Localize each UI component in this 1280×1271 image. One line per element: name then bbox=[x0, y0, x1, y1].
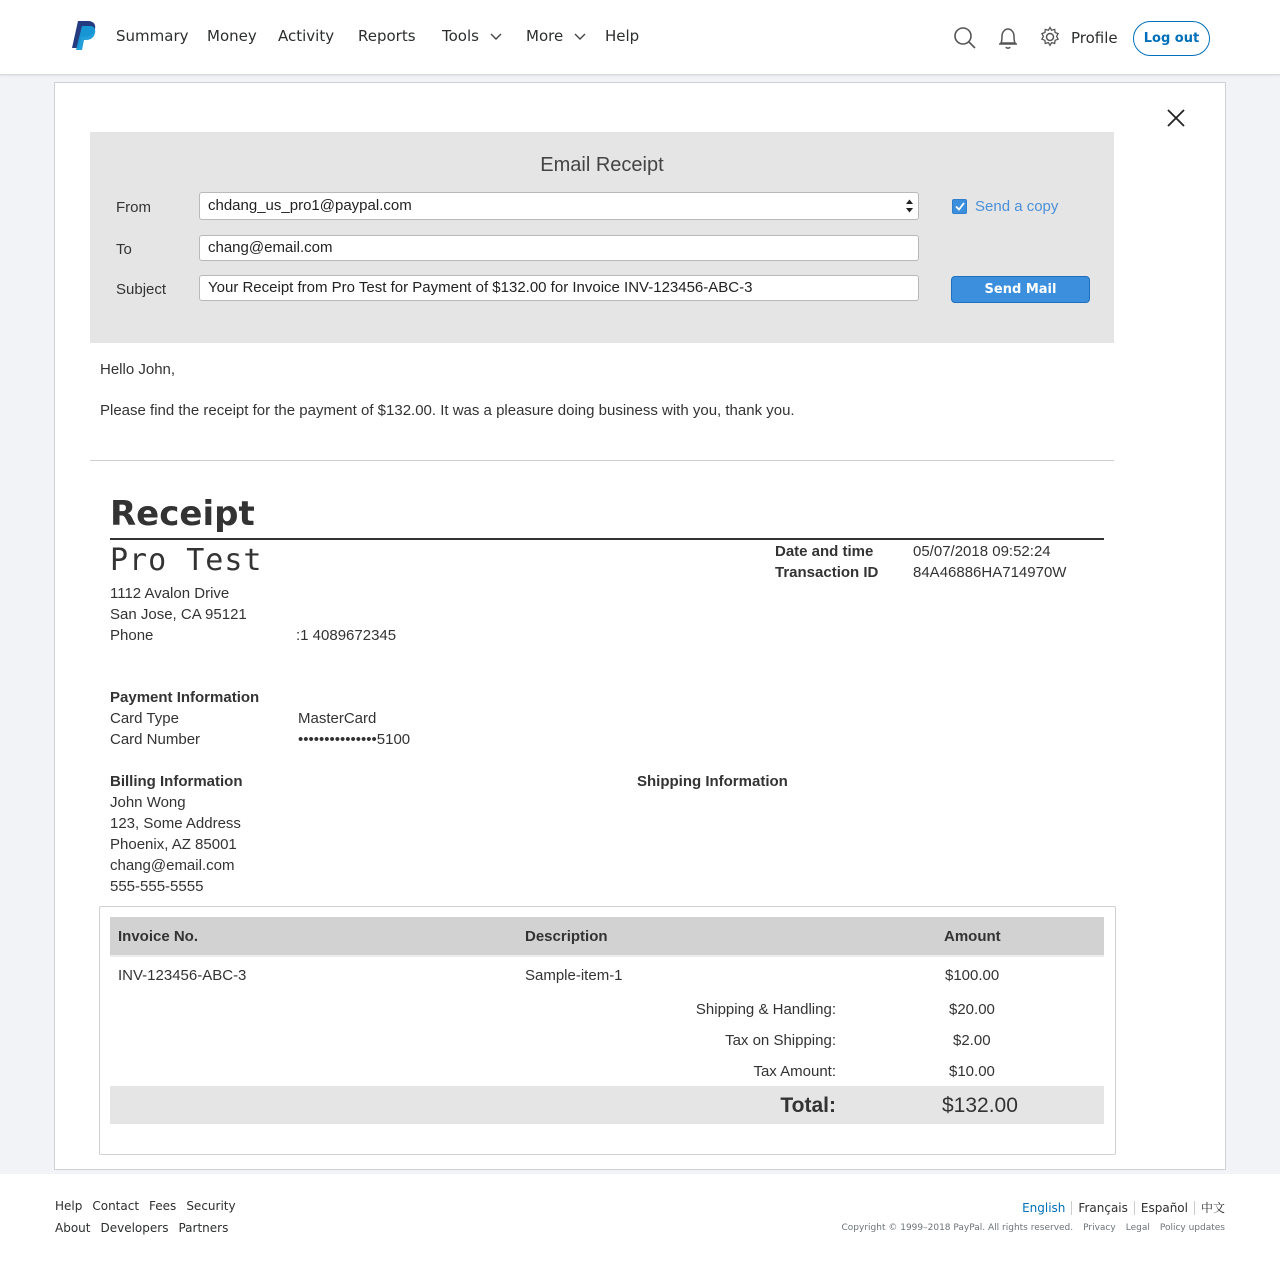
logout-button[interactable]: Log out bbox=[1133, 21, 1210, 56]
row-description: Sample-item-1 bbox=[525, 967, 623, 984]
card-number-label: Card Number bbox=[110, 731, 201, 748]
send-copy-option[interactable] bbox=[952, 198, 1058, 215]
nav-tools[interactable] bbox=[442, 27, 502, 45]
row-amount: $100.00 bbox=[945, 967, 1000, 984]
to-field[interactable]: chang@email.com bbox=[199, 235, 919, 261]
transaction-id-label: Transaction ID bbox=[775, 564, 879, 581]
nav-help[interactable]: Help bbox=[605, 27, 640, 45]
subject-field[interactable]: Your Receipt from Pro Test for Payment of $132.00 for Invoice INV-123456-ABC-3 bbox=[199, 275, 919, 301]
from-label: From bbox=[116, 199, 151, 216]
nav-activity[interactable]: Activity bbox=[278, 27, 335, 45]
receipt-title: Receipt bbox=[110, 494, 255, 534]
billing-line: John Wong bbox=[110, 794, 186, 811]
paypal-logo[interactable] bbox=[70, 19, 98, 51]
footer-links-row1 bbox=[55, 1199, 236, 1213]
billing-line: chang@email.com bbox=[110, 857, 235, 874]
header-invoice: Invoice No. bbox=[118, 928, 199, 945]
top-navigation bbox=[0, 0, 1280, 75]
shipping-info-heading: Shipping Information bbox=[637, 773, 788, 790]
footer-link-developers[interactable]: Developers bbox=[100, 1221, 169, 1235]
total-value: $132.00 bbox=[942, 1094, 1018, 1117]
chevron-down-icon bbox=[490, 33, 502, 41]
footer-link-about[interactable]: About bbox=[55, 1221, 91, 1235]
footer-link-help[interactable]: Help bbox=[55, 1199, 83, 1213]
tax-shipping-value: $2.00 bbox=[953, 1032, 991, 1049]
footer-link-security[interactable]: Security bbox=[186, 1199, 236, 1213]
tax-shipping-label: Tax on Shipping: bbox=[725, 1032, 836, 1049]
from-select-value: chdang_us_pro1@paypal.com bbox=[208, 197, 412, 214]
chevron-down-icon bbox=[574, 33, 586, 41]
send-copy-checkbox[interactable] bbox=[952, 199, 967, 214]
card-number-value: •••••••••••••••5100 bbox=[298, 731, 411, 748]
phone-value: :1 4089672345 bbox=[296, 627, 397, 644]
phone-label: Phone bbox=[110, 627, 154, 644]
header-description: Description bbox=[525, 928, 608, 945]
message-body: Please find the receipt for the payment of $132.00. It was a pleasure doing business with you, thank you. bbox=[100, 402, 795, 419]
billing-line: 555-555-5555 bbox=[110, 878, 204, 895]
shipping-handling-label: Shipping & Handling: bbox=[695, 1001, 836, 1018]
tax-amount-value: $10.00 bbox=[949, 1063, 995, 1080]
payment-info-heading: Payment Information bbox=[110, 689, 260, 706]
email-form-panel bbox=[90, 132, 1114, 343]
footer-link-privacy[interactable]: Privacy bbox=[1083, 1223, 1116, 1233]
language-selector bbox=[1016, 1199, 1225, 1216]
footer-legal bbox=[842, 1223, 1225, 1233]
merchant-address-line1: 1112 Avalon Drive bbox=[110, 585, 230, 602]
select-arrows-icon bbox=[905, 198, 914, 214]
footer-link-policy-updates[interactable]: Policy updates bbox=[1159, 1223, 1225, 1233]
nav-money[interactable]: Money bbox=[207, 27, 257, 45]
footer-link-fees[interactable]: Fees bbox=[149, 1199, 177, 1213]
divider bbox=[90, 460, 1114, 461]
table-header bbox=[110, 917, 1104, 957]
total-label: Total: bbox=[780, 1094, 836, 1117]
lang-english[interactable]: English bbox=[1022, 1200, 1066, 1215]
close-icon[interactable] bbox=[1165, 107, 1187, 129]
subject-label: Subject bbox=[116, 281, 167, 298]
card-type-label: Card Type bbox=[110, 710, 179, 727]
date-label: Date and time bbox=[775, 543, 874, 560]
billing-info-heading: Billing Information bbox=[110, 773, 243, 790]
nav-reports[interactable]: Reports bbox=[358, 27, 416, 45]
footer-link-legal[interactable]: Legal bbox=[1125, 1223, 1150, 1233]
footer-link-partners[interactable]: Partners bbox=[178, 1221, 229, 1235]
message-greeting: Hello John, bbox=[100, 361, 176, 378]
billing-line: 123, Some Address bbox=[110, 815, 241, 832]
invoice-table bbox=[99, 906, 1116, 1155]
lang-spanish[interactable]: Español bbox=[1140, 1200, 1188, 1215]
send-copy-label: Send a copy bbox=[975, 198, 1059, 215]
copyright-text: Copyright © 1999–2018 PayPal. All rights reserved. bbox=[841, 1223, 1074, 1233]
billing-line: Phoenix, AZ 85001 bbox=[110, 836, 237, 853]
nav-more[interactable] bbox=[526, 27, 586, 45]
row-invoice: INV-123456-ABC-3 bbox=[118, 967, 247, 984]
profile-link[interactable]: Profile bbox=[1071, 29, 1118, 47]
email-receipt-title: Email Receipt bbox=[540, 154, 664, 176]
checkmark-icon bbox=[955, 202, 965, 211]
search-icon[interactable] bbox=[953, 26, 977, 50]
lang-chinese[interactable]: 中文 bbox=[1200, 1201, 1225, 1215]
receipt-rule bbox=[110, 538, 1104, 540]
nav-summary[interactable]: Summary bbox=[116, 27, 189, 45]
merchant-name: Pro Test bbox=[110, 543, 263, 578]
send-mail-button[interactable]: Send Mail bbox=[951, 276, 1090, 303]
gear-icon[interactable] bbox=[1039, 26, 1061, 48]
nav-tools-label: Tools bbox=[442, 27, 479, 45]
bell-icon[interactable] bbox=[997, 26, 1019, 50]
footer-link-contact[interactable]: Contact bbox=[92, 1199, 140, 1213]
lang-french[interactable]: Français bbox=[1078, 1200, 1128, 1215]
email-receipt-modal bbox=[54, 82, 1226, 1170]
shipping-handling-value: $20.00 bbox=[949, 1001, 995, 1018]
nav-more-label: More bbox=[526, 27, 564, 45]
date-value: 05/07/2018 09:52:24 bbox=[913, 543, 1051, 560]
merchant-address-line2: San Jose, CA 95121 bbox=[110, 606, 247, 623]
from-select[interactable] bbox=[199, 192, 919, 220]
footer-links-row2 bbox=[55, 1221, 228, 1235]
card-type-value: MasterCard bbox=[298, 710, 377, 727]
transaction-id-value: 84A46886HA714970W bbox=[913, 564, 1067, 581]
header-amount: Amount bbox=[944, 928, 1001, 945]
tax-amount-label: Tax Amount: bbox=[753, 1063, 836, 1080]
to-label: To bbox=[116, 241, 132, 258]
